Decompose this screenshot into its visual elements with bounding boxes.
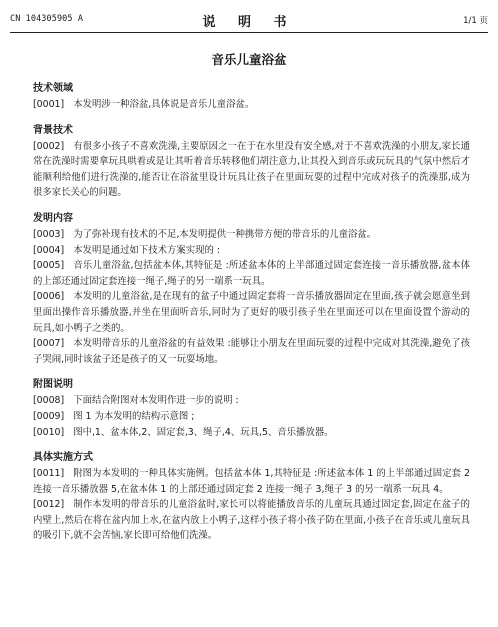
- paragraph-text: 附图为本发明的一种具体实施例。包括盆本体 1,其特征是 :所述盆本体 1 的上半部通过固定套 2 连接一音乐播放器 5,在盆本体 1 的上部还通过固定套 2 连接一绳子 3,绳子 3 的另一端系一玩具 4。: [33, 468, 470, 495]
- section: [33, 82, 470, 113]
- paragraph-text: 有很多小孩子不喜欢洗澡,主要原因之一在于在水里没有安全感,对于不喜欢洗澡的小朋友,家长通常在洗澡时需要拿玩具哄着或是让其听着音乐转移他们胡注意力,让其投入到音乐或玩玩具的气氛中然后才能顺利给他们进行洗澡的,能否让在浴盆里设计玩具让孩子在里面玩耍的过程中完成对孩子的洗澡那,成为很多家长关心的问题。: [33, 140, 470, 199]
- paragraph: [33, 227, 470, 243]
- paragraph-text: 图 1 为本发明的结构示意图 ;: [73, 410, 195, 422]
- paragraph: [33, 243, 470, 259]
- paragraph: [33, 336, 470, 367]
- paragraph-text: 制作本发明的带音乐的儿童浴盆时,家长可以将能播放音乐的儿童玩具通过固定套,固定在盆子的内壁上,然后在将在盆内加上水,在盆内放上小鸭子,这样小孩子将小孩子防在里面,小孩子在音乐或儿童玩具的吸引下,就不会苦恼,家长即可给他们洗澡。: [33, 499, 470, 542]
- section: [33, 212, 470, 367]
- paragraph-text: 音乐儿童浴盆,包括盆本体,其特征是 :所述盆本体的上半部通过固定套连接一音乐播放器,盆本体的上部还通过固定套连接一绳子,绳子的另一端系一玩具。: [33, 260, 470, 287]
- paragraph: [33, 139, 470, 201]
- paragraph-number: [0003]: [33, 228, 65, 240]
- paragraph-text: 图中,1、盆本体,2、固定套,3、绳子,4、玩具,5、音乐播放器。: [73, 426, 334, 438]
- paragraph-text: 为了弥补现有技术的不足,本发明提供一种携带方便的带音乐的儿童浴盆。: [73, 228, 377, 240]
- paragraph: [33, 258, 470, 289]
- page-header: [10, 11, 488, 29]
- paragraph-number: [0001]: [33, 99, 65, 110]
- paragraph-text: 本发明的儿童浴盆,是在现有的盆子中通过固定套将一音乐播放器固定在里面,孩子就会愿意坐到里面出操作音乐播放器,并坐在里面听音乐,同时为了更好的吸引孩子坐在里面还可以在里面设置个游动的玩具,如小鸭子之类的。: [33, 291, 470, 334]
- paragraph-number: [0004]: [33, 244, 65, 256]
- paragraph: [33, 289, 470, 336]
- paragraph: [33, 97, 470, 113]
- section-heading: 发明内容: [33, 212, 73, 224]
- paragraph-number: [0007]: [33, 338, 65, 350]
- section-heading: 技术领域: [33, 83, 73, 94]
- document-body: [33, 82, 470, 555]
- paragraph-text: 下面结合附图对本发明作进一步的说明 :: [73, 395, 239, 407]
- paragraph-text: 本发明是通过如下技术方案实现的 :: [73, 244, 220, 256]
- paragraph-number: [0006]: [33, 291, 65, 303]
- document-type-label: 说 明 书: [202, 15, 296, 30]
- page-number: 1/1 页: [463, 16, 488, 26]
- section-heading: 附图说明: [33, 379, 73, 391]
- document-title: 音乐儿童浴盆: [211, 52, 287, 67]
- paragraph-number: [0012]: [33, 499, 65, 511]
- paragraph-text: 本发明带音乐的儿童浴盆的有益效果 :能够让小朋友在里面玩耍的过程中完成对其洗澡,避免了孩子哭闹,同时该盆子还是孩子的又一玩耍场地。: [33, 338, 470, 365]
- section: [33, 124, 470, 201]
- paragraph-text: 本发明涉一种浴盆,具体说是音乐儿童浴盆。: [73, 99, 255, 110]
- section: [33, 378, 470, 440]
- paragraph-number: [0011]: [33, 468, 65, 480]
- paragraph-number: [0009]: [33, 410, 65, 422]
- paragraph: [33, 497, 470, 544]
- paragraph: [33, 409, 470, 425]
- publication-number: CN 104305905 A: [10, 14, 84, 24]
- paragraph: [33, 425, 470, 441]
- paragraph-number: [0008]: [33, 395, 65, 407]
- header-rule: [10, 32, 488, 33]
- paragraph: [33, 393, 470, 409]
- section-heading: 具体实施方式: [33, 452, 93, 464]
- paragraph-number: [0010]: [33, 426, 65, 438]
- paragraph-number: [0005]: [33, 260, 65, 272]
- paragraph: [33, 466, 470, 497]
- paragraph-number: [0002]: [33, 140, 65, 152]
- section: [33, 451, 470, 544]
- section-heading: 背景技术: [33, 124, 73, 136]
